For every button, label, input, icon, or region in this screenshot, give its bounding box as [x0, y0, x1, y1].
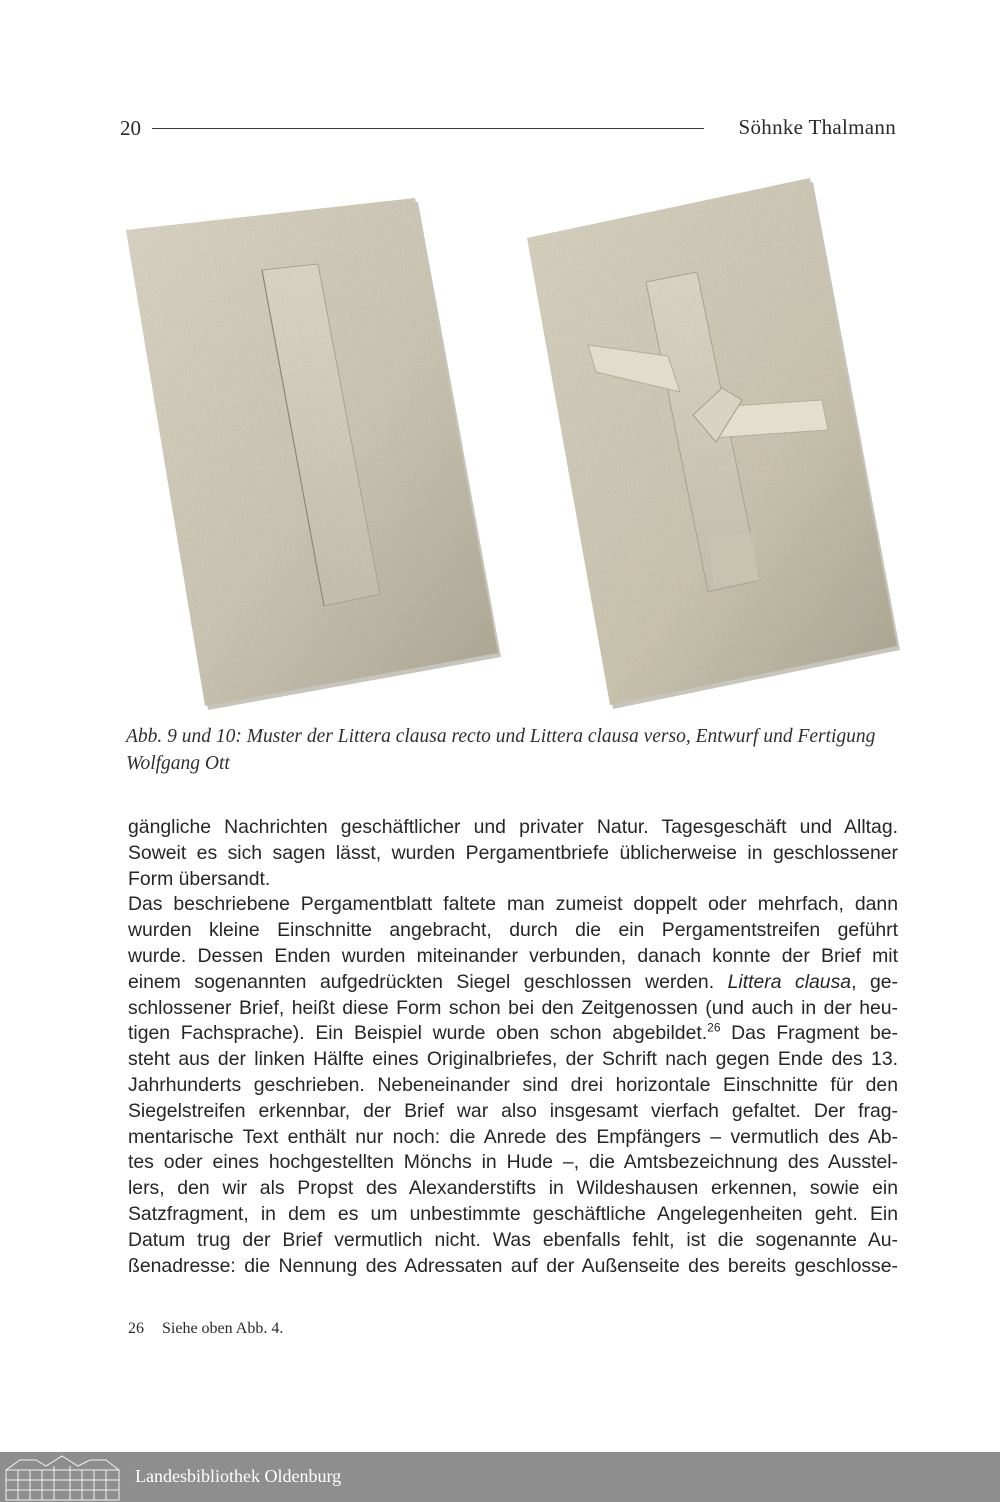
library-footer-bar — [0, 1452, 1000, 1502]
body-line-segment: Das Fragment be- — [720, 1022, 898, 1045]
footnote-reference[interactable]: 26 — [707, 1020, 721, 1035]
body-text — [128, 815, 898, 1279]
body-line-segment: , ge- — [851, 970, 899, 993]
body-line: Jahrhunderts geschrieben. Nebeneinander sind drei horizontale Einschnitte für den — [128, 1073, 898, 1096]
letter-recto-photo — [126, 198, 501, 710]
body-line: wurden kleine Einschnitte angebracht, durch die ein Pergamentstreifen geführt — [128, 919, 898, 942]
body-line: Datum trug der Brief vermutlich nicht. Was ebenfalls fehlt, ist die sogenannte Au- — [128, 1228, 898, 1251]
body-line: gängliche Nachrichten geschäftlicher und privater Natur. Tagesgeschäft und Alltag. — [128, 816, 898, 838]
body-line: Form übersandt. — [128, 867, 271, 890]
figure-pair — [0, 160, 1000, 720]
footnote-number: 26 — [128, 1320, 144, 1337]
body-line-segment: einem sogenannten aufgedrückten Siegel geschlossen werden. — [128, 970, 715, 993]
library-name: Landesbibliothek Oldenburg — [135, 1466, 342, 1486]
body-line: steht aus der linken Hälfte eines Originalbriefes, der Schrift nach gegen Ende des 13. — [128, 1048, 898, 1071]
body-line: Satzfragment, in dem es um unbestimmte geschäftliche Angelegenheiten geht. Ein — [128, 1202, 898, 1225]
header-rule — [152, 128, 704, 129]
page-number: 20 — [120, 116, 141, 140]
body-line: lers, den wir als Propst des Alexanderstifts in Wildeshausen erkennen, sowie ein — [128, 1177, 898, 1200]
body-line: mentarische Text enthält nur noch: die Anrede des Empfängers – vermutlich des Ab- — [128, 1125, 898, 1148]
body-line: Siegelstreifen erkennbar, der Brief war also insgesamt vierfach gefaltet. Der frag- — [128, 1099, 898, 1122]
figure-caption: Abb. 9 und 10: Muster der Littera clausa recto und Littera clausa verso, Entwurf und Fertigung Wolfgang Ott — [126, 726, 876, 774]
footnote-text: Siehe oben Abb. 4. — [162, 1320, 284, 1337]
body-line-segment: tigen Fachsprache). Ein Beispiel wurde oben schon abgebildet. — [128, 1022, 708, 1045]
figure-svg — [0, 160, 1000, 720]
letter-verso-photo — [527, 178, 900, 709]
running-head-author: Söhnke Thalmann — [738, 115, 896, 139]
body-line: schlossener Brief, heißt diese Form schon bei den Zeitgenossen (und auch in der heu- — [128, 996, 898, 1019]
italic-term: Littera clausa — [727, 970, 852, 993]
body-line: Das beschriebene Pergamentblatt faltete man zumeist doppelt oder mehrfach, dann — [128, 893, 898, 916]
body-line: Soweit es sich sagen lässt, wurden Pergamentbriefe üblicherweise in geschlossener — [128, 841, 898, 864]
library-building-icon — [0, 1452, 125, 1502]
body-line — [128, 970, 898, 996]
body-line: ßenadresse: die Nennung des Adressaten auf der Außenseite des bereits geschlosse- — [128, 1254, 898, 1277]
body-line — [128, 1021, 898, 1047]
body-line: wurde. Dessen Enden wurden miteinander verbunden, danach konnte der Brief mit — [128, 944, 898, 967]
body-line: tes oder eines hochgestellten Mönchs in Hude –, die Amtsbezeichnung des Ausstel- — [128, 1151, 898, 1174]
footnote — [128, 1320, 283, 1338]
